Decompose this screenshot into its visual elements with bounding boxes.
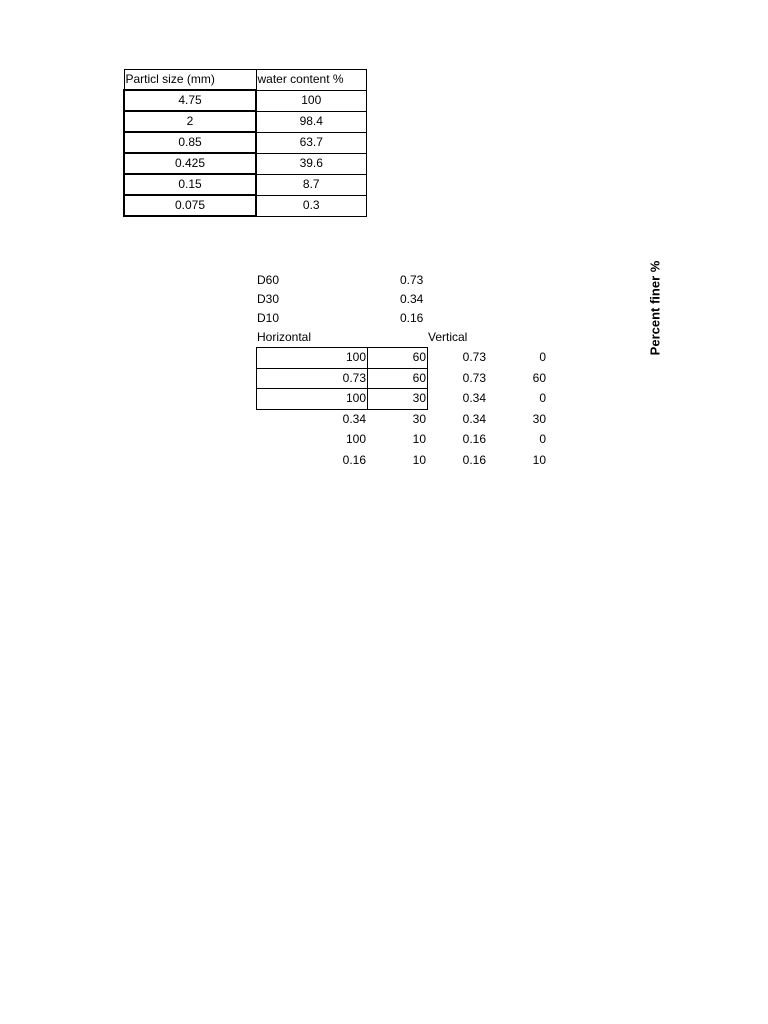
d10-value: 0.16 xyxy=(400,311,424,325)
vertical-y-cell: 30 xyxy=(532,411,546,426)
horizontal-x-cell: 100 xyxy=(257,348,368,369)
vertical-x-cell: 0.34 xyxy=(462,391,486,406)
horizontal-y-cell: 10 xyxy=(412,452,426,467)
horizontal-x-cell: 0.34 xyxy=(342,411,366,426)
horizontal-y-cell: 30 xyxy=(412,411,426,426)
horizontal-x-cell: 0.16 xyxy=(342,452,366,467)
table-header-row xyxy=(124,70,366,91)
table-row xyxy=(257,430,548,451)
horizontal-label: Horizontal xyxy=(257,330,312,344)
vertical-y-cell: 0 xyxy=(539,350,546,365)
horizontal-y-cell: 60 xyxy=(368,368,428,389)
vertical-y-cell: 0 xyxy=(539,391,546,406)
vertical-y-cell: 0 xyxy=(539,432,546,447)
vertical-x-cell: 0.73 xyxy=(462,350,486,365)
particle-size-cell: 0.15 xyxy=(124,174,256,195)
d60-label: D60 xyxy=(257,273,280,287)
particle-size-cell: 2 xyxy=(124,111,256,132)
table-row xyxy=(124,132,366,153)
water-content-header: water content % xyxy=(256,70,366,91)
table-row xyxy=(124,153,366,174)
water-content-cell: 39.6 xyxy=(256,153,366,174)
lines-table xyxy=(256,347,548,471)
table-row xyxy=(124,90,366,111)
table-row xyxy=(124,174,366,195)
horizontal-x-cell: 0.73 xyxy=(257,368,368,389)
vertical-y-cell: 10 xyxy=(532,452,546,467)
table-row xyxy=(257,409,548,430)
horizontal-x-cell: 100 xyxy=(345,432,366,447)
particle-size-cell: 0.85 xyxy=(124,132,256,153)
vertical-label: Vertical xyxy=(428,330,468,344)
vertical-x-cell: 0.73 xyxy=(462,370,486,385)
table-row xyxy=(124,111,366,132)
water-content-cell: 63.7 xyxy=(256,132,366,153)
vertical-y-cell: 60 xyxy=(532,370,546,385)
table-row xyxy=(124,195,366,216)
horizontal-y-cell: 30 xyxy=(368,389,428,410)
vertical-x-cell: 0.34 xyxy=(462,411,486,426)
horizontal-x-cell: 100 xyxy=(257,389,368,410)
d30-value: 0.34 xyxy=(400,292,424,306)
table-row xyxy=(257,348,548,369)
vertical-x-cell: 0.16 xyxy=(462,452,486,467)
d10-label: D10 xyxy=(257,311,280,325)
vertical-x-cell: 0.16 xyxy=(462,432,486,447)
water-content-cell: 100 xyxy=(256,90,366,111)
particle-size-cell: 0.425 xyxy=(124,153,256,174)
particle-size-cell: 0.075 xyxy=(124,195,256,216)
d30-label: D30 xyxy=(257,292,280,306)
percent-finer-axis-title: Percent finer % xyxy=(647,260,663,356)
table-row xyxy=(257,450,548,471)
water-content-cell: 98.4 xyxy=(256,111,366,132)
table-row xyxy=(257,389,548,410)
water-content-cell: 0.3 xyxy=(256,195,366,216)
horizontal-y-cell: 10 xyxy=(412,432,426,447)
particle-size-cell: 4.75 xyxy=(124,90,256,111)
horizontal-y-cell: 60 xyxy=(368,348,428,369)
d60-value: 0.73 xyxy=(400,273,424,287)
table-row xyxy=(257,368,548,389)
water-content-cell: 8.7 xyxy=(256,174,366,195)
particle-size-header: Particl size (mm) xyxy=(124,70,256,91)
grain-size-table xyxy=(123,69,367,217)
